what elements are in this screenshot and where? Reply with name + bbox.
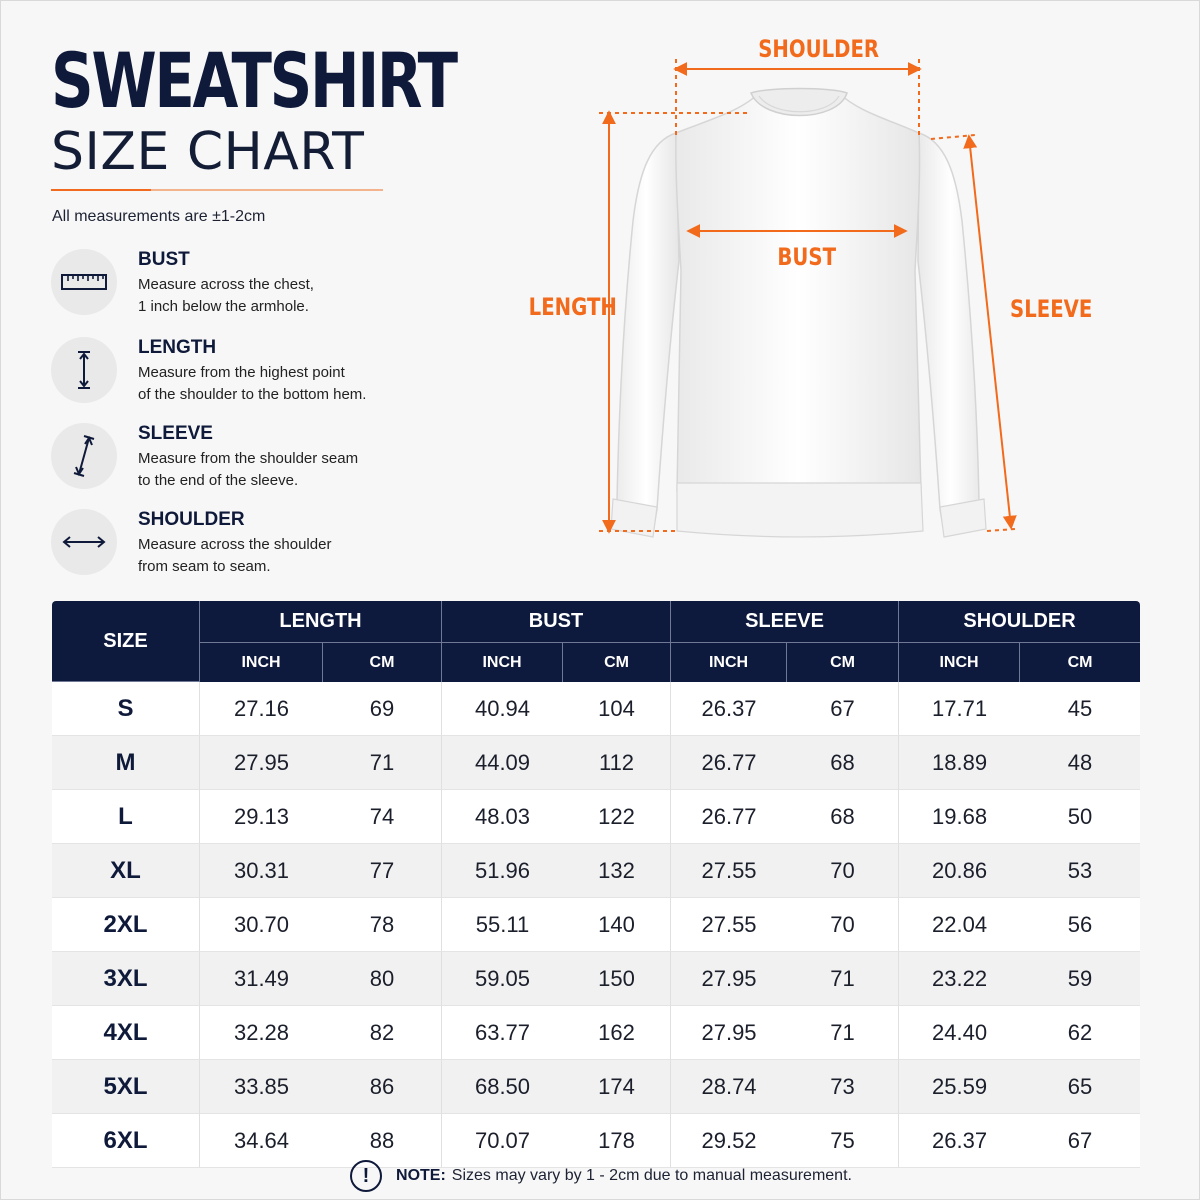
measurement-cell: 27.16 (200, 682, 323, 736)
measurement-cell: 29.52 (671, 1114, 787, 1168)
bust-label: BUST (777, 243, 837, 271)
measurement-cell: 18.89 (899, 736, 1020, 790)
measurement-cell: 140 (563, 898, 671, 952)
measurement-cell: 71 (787, 952, 899, 1006)
measurement-cell: 71 (323, 736, 442, 790)
size-column-header: SIZE (52, 601, 200, 682)
measurement-cell: 162 (563, 1006, 671, 1060)
table-row (52, 790, 1140, 844)
measurement-cell: 86 (323, 1060, 442, 1114)
measurement-cell: 30.31 (200, 844, 323, 898)
page-subtitle: SIZE CHART (51, 122, 365, 182)
measurement-cell: 70.07 (442, 1114, 563, 1168)
guide-desc: Measure from the highest point of the shoulder to the bottom hem. (138, 364, 367, 403)
unit-header: CM (1020, 643, 1140, 682)
guide-desc: Measure from the shoulder seam to the end of the sleeve. (138, 450, 359, 489)
guide-bust (51, 249, 471, 321)
measurement-cell: 20.86 (899, 844, 1020, 898)
size-cell: M (52, 736, 200, 790)
measurement-cell: 51.96 (442, 844, 563, 898)
measurement-cell: 44.09 (442, 736, 563, 790)
measurement-cell: 48 (1020, 736, 1140, 790)
sleeve-group-header: SLEEVE (671, 601, 899, 643)
measurement-cell: 30.70 (200, 898, 323, 952)
measurement-cell: 77 (323, 844, 442, 898)
measurement-cell: 62 (1020, 1006, 1140, 1060)
page-title: SWEATSHIRT (51, 36, 456, 125)
bust-group-header: BUST (442, 601, 671, 643)
size-cell: 6XL (52, 1114, 200, 1168)
measurement-cell: 73 (787, 1060, 899, 1114)
measurement-cell: 174 (563, 1060, 671, 1114)
table-row (52, 952, 1140, 1006)
table-row (52, 682, 1140, 736)
measurement-cell: 104 (563, 682, 671, 736)
measurement-cell: 28.74 (671, 1060, 787, 1114)
measurement-cell: 70 (787, 844, 899, 898)
size-cell: 3XL (52, 952, 200, 1006)
measurement-cell: 59 (1020, 952, 1140, 1006)
table-row (52, 898, 1140, 952)
sleeve-label: SLEEVE (1010, 295, 1093, 323)
measurement-cell: 19.68 (899, 790, 1020, 844)
shoulder-label: SHOULDER (758, 35, 880, 63)
title-underline (51, 189, 383, 191)
measurement-cell: 74 (323, 790, 442, 844)
length-group-header: LENGTH (200, 601, 442, 643)
measurement-cell: 45 (1020, 682, 1140, 736)
measurement-cell: 69 (323, 682, 442, 736)
measurement-cell: 29.13 (200, 790, 323, 844)
guide-desc: Measure across the chest, 1 inch below the armhole. (138, 276, 314, 315)
measurement-cell: 34.64 (200, 1114, 323, 1168)
unit-header: CM (563, 643, 671, 682)
measurement-cell: 68.50 (442, 1060, 563, 1114)
ruler-icon (51, 249, 117, 315)
guide-desc: Measure across the shoulder from seam to seam. (138, 536, 332, 575)
guide-shoulder (51, 509, 471, 581)
table-row (52, 736, 1140, 790)
measurement-cell: 56 (1020, 898, 1140, 952)
measurement-cell: 53 (1020, 844, 1140, 898)
measurement-cell: 26.37 (671, 682, 787, 736)
measurement-cell: 65 (1020, 1060, 1140, 1114)
measurement-cell: 27.55 (671, 898, 787, 952)
horizontal-arrow-icon (51, 509, 117, 575)
measurement-cell: 27.95 (671, 952, 787, 1006)
guide-sleeve (51, 423, 471, 495)
sweatshirt-diagram (501, 21, 1141, 581)
measurement-cell: 40.94 (442, 682, 563, 736)
measurement-cell: 67 (787, 682, 899, 736)
measurement-cell: 122 (563, 790, 671, 844)
diagonal-arrow-icon (51, 423, 117, 489)
vertical-arrow-icon (51, 337, 117, 403)
table-row (52, 1006, 1140, 1060)
measurement-cell: 63.77 (442, 1006, 563, 1060)
measurement-cell: 33.85 (200, 1060, 323, 1114)
measurement-cell: 32.28 (200, 1006, 323, 1060)
size-cell: 5XL (52, 1060, 200, 1114)
unit-header: INCH (671, 643, 787, 682)
unit-header: INCH (442, 643, 563, 682)
measurement-cell: 27.95 (200, 736, 323, 790)
measurement-cell: 24.40 (899, 1006, 1020, 1060)
measurement-cell: 112 (563, 736, 671, 790)
measurement-cell: 70 (787, 898, 899, 952)
measurement-cell: 23.22 (899, 952, 1020, 1006)
note-label: NOTE: (396, 1167, 446, 1184)
measurement-cell: 26.37 (899, 1114, 1020, 1168)
guide-name: SLEEVE (138, 423, 213, 444)
measurement-cell: 59.05 (442, 952, 563, 1006)
measurement-cell: 132 (563, 844, 671, 898)
measurement-cell: 27.55 (671, 844, 787, 898)
guide-name: SHOULDER (138, 509, 245, 530)
size-cell: L (52, 790, 200, 844)
measurement-cell: 27.95 (671, 1006, 787, 1060)
alert-icon: ! (350, 1160, 382, 1192)
measurement-cell: 31.49 (200, 952, 323, 1006)
measurement-cell: 80 (323, 952, 442, 1006)
measurement-cell: 68 (787, 790, 899, 844)
measurement-cell: 88 (323, 1114, 442, 1168)
measurement-cell: 82 (323, 1006, 442, 1060)
measurement-cell: 48.03 (442, 790, 563, 844)
size-cell: XL (52, 844, 200, 898)
size-cell: 2XL (52, 898, 200, 952)
guide-name: BUST (138, 249, 190, 270)
guide-name: LENGTH (138, 337, 217, 358)
measurement-cell: 55.11 (442, 898, 563, 952)
measurement-cell: 78 (323, 898, 442, 952)
unit-header: INCH (200, 643, 323, 682)
measurement-cell: 150 (563, 952, 671, 1006)
size-table-body (52, 682, 1140, 1168)
shoulder-group-header: SHOULDER (899, 601, 1140, 643)
measurement-cell: 68 (787, 736, 899, 790)
guide-length (51, 337, 471, 409)
length-label: LENGTH (528, 293, 617, 321)
size-cell: 4XL (52, 1006, 200, 1060)
unit-header: INCH (899, 643, 1020, 682)
measurement-cell: 22.04 (899, 898, 1020, 952)
size-cell: S (52, 682, 200, 736)
tolerance-note: All measurements are ±1-2cm (52, 208, 266, 225)
footer-note (1, 1159, 1200, 1193)
measurement-cell: 26.77 (671, 736, 787, 790)
unit-header: CM (787, 643, 899, 682)
measurement-cell: 71 (787, 1006, 899, 1060)
note-text: Sizes may vary by 1 - 2cm due to manual measurement. (451, 1167, 852, 1184)
size-table (52, 601, 1140, 1168)
measurement-cell: 67 (1020, 1114, 1140, 1168)
measurement-cell: 178 (563, 1114, 671, 1168)
measurement-cell: 17.71 (899, 682, 1020, 736)
measurement-cell: 25.59 (899, 1060, 1020, 1114)
unit-header: CM (323, 643, 442, 682)
measurement-cell: 75 (787, 1114, 899, 1168)
measurement-cell: 26.77 (671, 790, 787, 844)
table-row (52, 844, 1140, 898)
measurement-cell: 50 (1020, 790, 1140, 844)
table-row (52, 1060, 1140, 1114)
